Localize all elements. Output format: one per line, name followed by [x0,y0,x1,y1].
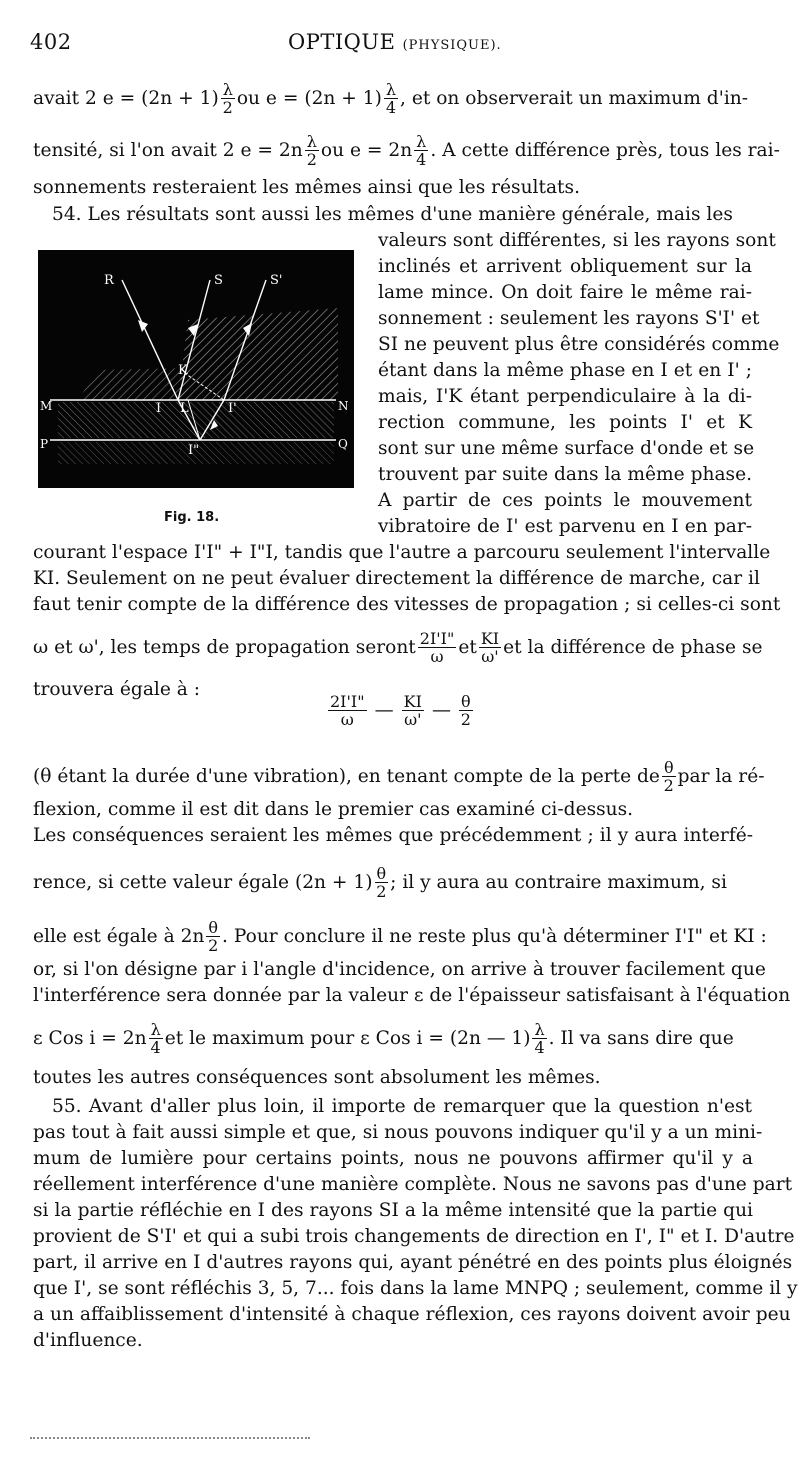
fraction: $\frac{KI}{\omega'}$ [403,692,422,729]
para54-line: Les conséquences seraient les mêmes que précédemment ; il y aura interfé- [33,825,753,846]
para54-line: l'interférence sera donnée par la valeur ε de l'épaisseur satisfaisant à l'équation [33,985,791,1006]
phase-difference-formula: $\frac{2I'I"}{\omega}$ — $\frac{KI}{\omega'}$ — $\frac{\theta}{2}$ [330,692,471,729]
para55-line: 55. Avant d'aller plus loin, il importe de remarquer que la question n'est [52,1096,752,1117]
running-title [288,30,502,54]
fraction: $\frac{\lambda}{2}$ [222,80,233,117]
label-R: R [104,273,114,288]
fraction: $\frac{\lambda}{4}$ [150,1020,161,1057]
para55-line: mum de lumière pour certains points, nous ne pouvons affirmer qu'il y a [33,1148,753,1169]
running-title-sub: (PHYSIQUE). [402,38,502,53]
para54-line: faut tenir compte de la différence des vitesses de propagation ; si celles-ci sont [33,594,781,615]
para54-line: toutes les autres conséquences sont absolument les mêmes. [33,1067,601,1088]
para54-side-line: A partir de ces points le mouvement [378,490,752,511]
para1-line2: tensité, si l'on avait 2 e = 2n $\frac{\lambda}{2}$ ou e = 2n $\frac{\lambda}{4}$ . A cette différence près, tous les rai- [33,132,780,169]
label-K: K [178,363,188,378]
fraction: $\frac{\lambda}{4}$ [416,132,427,169]
para54-line1: 54. Les résultats sont aussi les mêmes d'une manière générale, mais les [52,204,733,225]
label-P: P [40,437,49,451]
label-Q: Q [338,437,348,451]
fraction: $\frac{2I'I"}{\omega}$ [419,629,455,666]
fraction: $\frac{\theta}{2}$ [208,918,219,955]
fraction: $\frac{\lambda}{4}$ [534,1020,545,1057]
para55-line: si la partie réfléchie en I des rayons SI a la même intensité que la partie qui [33,1200,753,1221]
figure-18 [38,250,354,488]
label-I: I [156,401,162,416]
para55-line: provient de S'I' et qui a subi trois changements de direction en I', I" et I. D'autre [33,1226,795,1247]
fraction: $\frac{2I'I"}{\omega}$ [330,692,365,729]
para54-line: trouvera égale à : [33,679,201,700]
para55-line: pas tout à fait aussi simple et que, si nous pouvons indiquer qu'il y a un mini- [33,1122,763,1143]
para54-line: ε Cos i = 2n $\frac{\lambda}{4}$ et le maximum pour ε Cos i = (2n — 1) $\frac{\lambda}{4}$ . Il va sans dire que [33,1020,734,1057]
para54-line: courant l'espace I'I" + I"I, tandis que l'autre a parcouru seulement l'intervalle [33,542,771,563]
para54-side-line: étant dans la même phase en I et en I' ; [378,360,752,381]
label-L: L [180,401,189,416]
para1-line3: sonnements resteraient les mêmes ainsi que les résultats. [33,177,580,198]
fraction: $\frac{\theta}{2}$ [460,692,471,729]
para54-side-line: vibratoire de I' est parvenu en I en par- [378,516,752,537]
para55-line: réellement interférence d'une manière complète. Nous ne savons pas d'une part [33,1174,793,1195]
para54-side-line: rection commune, les points I' et K [378,412,752,433]
figure-caption: Fig. 18. [164,510,220,525]
para54-side-line: valeurs sont différentes, si les rayons sont [378,230,776,251]
label-M: M [40,399,53,413]
running-title-main: OPTIQUE [288,30,396,54]
para54-line: (θ étant la durée d'une vibration), en tenant compte de la perte de $\frac{\theta}{2}$ par la ré- [33,758,765,795]
page-number: 402 [30,30,72,54]
para54-line: KI. Seulement on ne peut évaluer directement la différence de marche, car il [33,568,760,589]
fraction: $\frac{\theta}{2}$ [663,758,674,795]
label-N: N [338,399,349,413]
para1-line1: avait 2 e = (2n + 1) $\frac{\lambda}{2}$ ou e = (2n + 1) $\frac{\lambda}{4}$ , et on observerait un maximum d'in- [33,80,749,117]
para54-side-line: inclinés et arrivent obliquement sur la [378,256,752,277]
para54-line: flexion, comme il est dit dans le premier cas examiné ci-dessus. [33,799,634,820]
para54-side-line: trouvent par suite dans la même phase. [378,464,752,485]
label-S-prime: S' [270,273,283,288]
para55-line: d'influence. [33,1330,143,1351]
para54-side-line: SI ne peuvent plus être considérés comme [378,334,780,355]
para54-line: rence, si cette valeur égale (2n + 1) $\frac{\theta}{2}$ ; il y aura au contraire maximum, si [33,864,727,901]
para54-line: elle est égale à 2n $\frac{\theta}{2}$ . Pour conclure il ne reste plus qu'à déterminer I'I" et KI : [33,918,767,955]
para55-line: a un affaiblissement d'intensité à chaque réflexion, ces rayons doivent avoir peu [33,1304,791,1325]
para54-side-line: sonnement : seulement les rayons S'I' et [378,308,760,329]
fraction: $\frac{\theta}{2}$ [376,864,387,901]
bottom-rule [30,1437,310,1439]
fraction: $\frac{\lambda}{4}$ [385,80,397,117]
para54-side-line: sont sur une même surface d'onde et se [378,438,755,459]
label-I-prime: I' [228,401,237,416]
label-S: S [214,273,223,288]
para55-line: que I', se sont réfléchis 3, 5, 7... fois dans la lame MNPQ ; seulement, comme il y [33,1278,798,1299]
para54-line-times: ω et ω', les temps de propagation seront $\frac{2I'I"}{\omega}$ et $\frac{KI}{\omega'}$ et la différence de phase se [33,629,763,666]
fraction: $\frac{\lambda}{2}$ [306,132,317,169]
para54-line: or, si l'on désigne par i l'angle d'incidence, on arrive à trouver facilement que [33,959,766,980]
para54-side-line: lame mince. On doit faire le même rai- [378,282,752,303]
thin-film-diagram [38,250,354,488]
upper-hatch [178,308,338,400]
para55-line: part, il arrive en I d'autres rayons qui, ayant pénétré en des points plus éloignés [33,1252,793,1273]
para54-side-line: mais, I'K étant perpendiculaire à la di- [378,386,752,407]
fraction: $\frac{KI}{\omega'}$ [480,629,500,666]
label-I-second: I" [188,443,200,458]
